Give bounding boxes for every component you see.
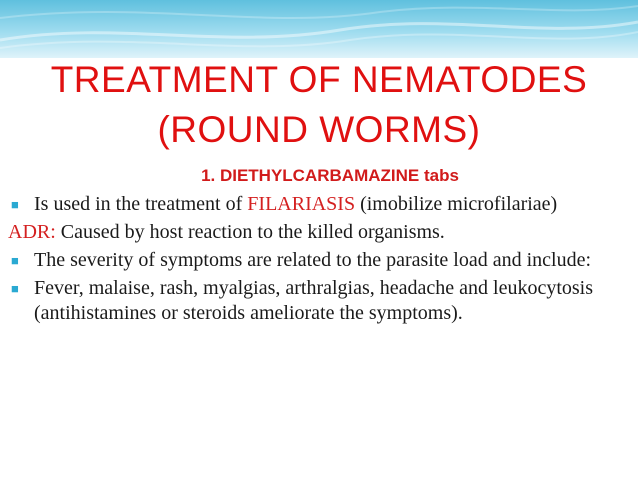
top-decorative-band (0, 0, 638, 58)
square-bullet-icon: ■ (11, 197, 19, 212)
bullet-paragraph-1: ■ Is used in the treatment of FILARIASIS (imobilize microfilariae) (11, 193, 558, 215)
bullet-paragraph-2: ■ The severity of symptoms are related to the parasite load and include: (11, 249, 592, 271)
square-bullet-icon: ■ (11, 281, 19, 296)
square-bullet-icon: ■ (11, 253, 19, 268)
slide-subtitle: 1. DIETHYLCARBAMAZINE tabs (201, 166, 459, 185)
adr-paragraph: ADR: Caused by host reaction to the killed organisms. (8, 221, 445, 243)
slide-title-line1: TREATMENT OF NEMATODES (50, 59, 588, 100)
highlight-filariasis: FILARIASIS (247, 193, 356, 215)
adr-label: ADR: (8, 221, 56, 243)
bullet-paragraph-3: ■ Fever, malaise, rash, myalgias, arthralgias, headache and leukocytosis (antihistamines or steroids ameliorate the symptoms). (11, 277, 594, 324)
slide-title-line2: (ROUND WORMS) (157, 109, 481, 150)
wave-decoration (0, 0, 638, 58)
slide-body (8, 192, 633, 326)
